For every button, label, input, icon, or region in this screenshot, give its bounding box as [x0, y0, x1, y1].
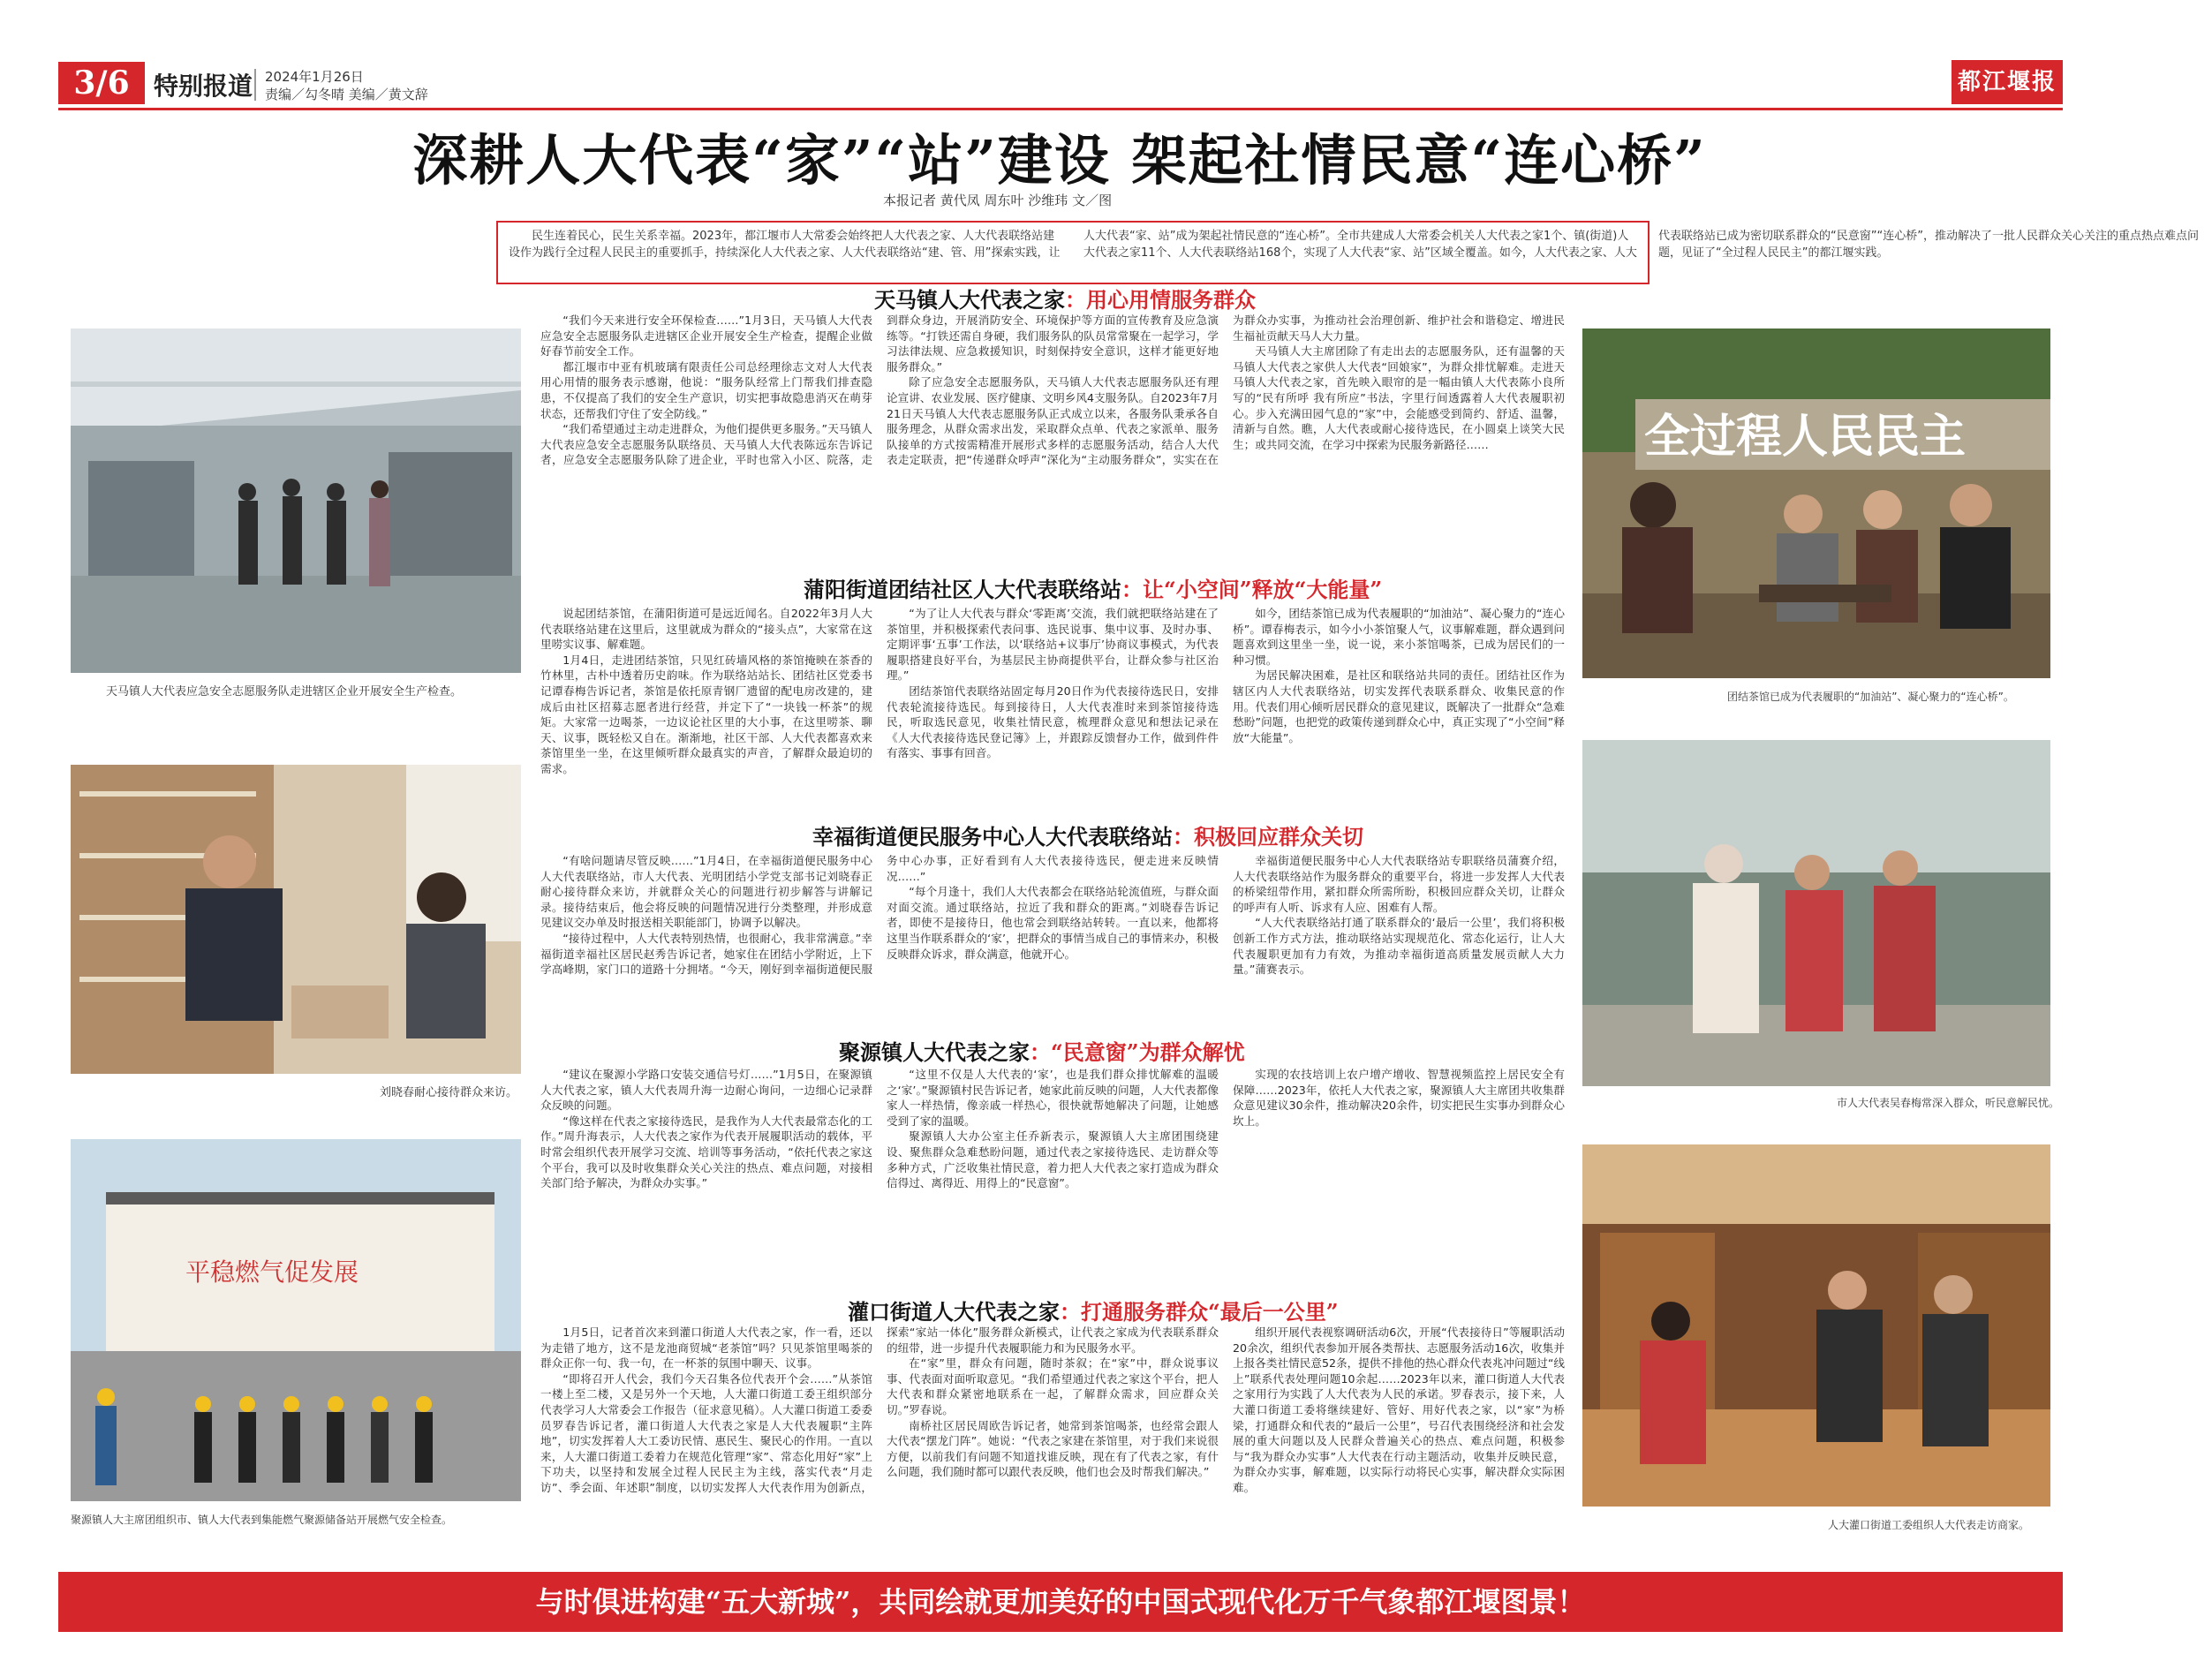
s1-p5: 天马镇人大主席团除了有走出去的志愿服务队，还有温馨的天马镇人大代表之家供人大代表“回娘家”，为群众排忧解难。走进天马镇人大代表之家，首先映入眼帘的是一幅由镇人大代表陈小良所写的“民有所呼 我有所应”书法，字里行间透露着人大代表履职初心。步入充满田园气息的“家”中，会能感受到简约、舒适、温馨，清新与自然。瞧，人大代表或耐心接待选民，在小圆桌上谈笑大民生；或共同交流，在学习中探索为民服务新路径……: [1233, 344, 1565, 451]
s5-body: [540, 1325, 1565, 1558]
s1-p2: 都江堰市中亚有机玻璃有限责任公司总经理徐志文对人大代表用心用情的服务表示感谢，他说：“服务队经常上门帮我们排查隐患，不仅提高了我们的安全生产意识，切实把事故隐患消灭在萌芽状态，还帮我们守住了安全防线。”: [540, 359, 872, 420]
s5-p2: “即将召开人代会，我们今天召集各位代表开个会……”从茶馆一楼上至二楼，又是另外一个天地，人大灌口街道工委王组织部分代表学习人大常委会工作报告（征求意见稿）。人大灌口街道工委委员罗春告诉记者，灌口街道人大代表之家是人大代表履职“主阵地”，切实发挥着人大工委访民情、惠民生、聚民心的作用。一直以来，人大灌口街道工委着力在规范化管理“家”、常态化用好“家”上下功夫，以坚持和发展全过程人民民主为主线，落实代表“月走访”、季会面、年述职”制度，以切实发挥人大代表作用为创新点，探索“家站一体化”服务群众新模式，让代表之家成为代表联系群众的纽带，进一步提升代表履职能力和为民服务水平。: [540, 1325, 1219, 1494]
photo-visit-caption: 市人大代表吴春梅常深入群众，听民意解民忧。: [1837, 1097, 2060, 1109]
s3-heading: [812, 819, 1363, 850]
s4-subtitle: ：“民意窗”为群众解忧: [1030, 1039, 1245, 1065]
photo-visit-residents: [1582, 740, 2050, 1086]
s4-p5: 实现的农技培训上农户增产增收、智慧视频监控上居民安全有保障……2023年，依托人大代表之家，聚源镇人大主席团共收集群众意见建议30余件，推动解决20余件，切实把民生实事办到群众心坎上。: [1233, 1068, 1565, 1128]
s2-heading: [804, 572, 1382, 603]
photo-factory-inspection: [71, 329, 521, 673]
editors-line: 责编／勾冬晴 美编／黄文辞: [265, 87, 428, 102]
s3-title: 幸福街道便民服务中心人大代表联络站: [812, 824, 1173, 850]
s5-subtitle: ：打通服务群众“最后一公里”: [1060, 1299, 1339, 1325]
page-headline: 深耕人大代表“家”“站”建设 架起社情民意“连心桥”: [412, 128, 1707, 193]
s4-heading: [839, 1035, 1245, 1066]
s3-subtitle: ：积极回应群众关切: [1173, 824, 1363, 850]
s3-p3: “每个月逢十，我们人大代表都会在联络站轮流值班，与群众面对面交流。通过联络站，拉近了我和群众的距离。”刘晓春告诉记者，即使不是接待日，他也常会到联络站转转。一直以来，他都将这里当作联系群众的‘家’，把群众的事情当成自己的事情来办，积极反映群众诉求，群众满意，他就开心。: [887, 885, 1219, 961]
s4-p3: “这里不仅是人大代表的‘家’，也是我们群众排忧解难的温暖之‘家’。”聚源镇村民告诉记者，她家此前反映的问题，人大代表都像家人一样热情，像亲戚一样热心，很快就帮她解决了问题，让她感受到了家的温暖。: [887, 1068, 1219, 1128]
s4-title: 聚源镇人大代表之家: [839, 1039, 1030, 1065]
s3-p5: “人大代表联络站打通了联系群众的‘最后一公里’，我们将积极创新工作方式方法，推动联络站实现规范化、常态化运行，让人大代表履职更加有力有效，为推动幸福街道高质量发展贡献人大力量。”蒲赛表示。: [1233, 916, 1565, 977]
s1-p3: “我们希望通过主动走进群众，为他们提供更多服务。”天马镇人大代表应急安全志愿服务队联络员、天马镇人大代表陈远东告诉记者，应急安全志愿服务队除了进企业，平时也常入小区、院落，走到群众身边，开展消防安全、环境保护等方面的宣传教育及应急演练等。“打铁还需自身硬，我们服务队的队员常常聚在一起学习，学习法律法规、应急救援知识，时刻保持安全意识，这样才能更好地服务群众。”: [540, 313, 1219, 467]
s1-p4: 除了应急安全志愿服务队，天马镇人大代表志愿服务队还有理论宣讲、农业发展、医疗健康、文明乡风4支服务队。自2023年7月21日天马镇人大代表志愿服务队正式成立以来，各服务队秉承各自服务理念，从群众需求出发，采取群众点单、代表之家派单、服务队接单的方式按需精准开展形式多样的志愿服务活动，结合人大代表走定联责，把“传递群众呼声”深化为“主动服务群众”，实实在在为群众办实事，为推动社会治理创新、维护社会和谐稳定、增进民生福祉贡献天马人大力量。: [887, 313, 1565, 467]
photo-reception: [71, 765, 521, 1074]
s4-p4: 聚源镇人大办公室主任乔新表示，聚源镇人大主席团围绕建设、聚焦群众急难愁盼问题，通过代表之家接待选民、走访群众等多种方式，广泛收集社情民意，着力把人大代表之家打造成为群众信得过、离得近、用得上的“民意窗”。: [887, 1129, 1219, 1190]
s5-p1: 1月5日，记者首次来到灌口街道人大代表之家，作一看，还以为走错了地方，这不是龙池商贸城“老茶馆”吗？只见茶馆里喝茶的群众正你一句、我一句，在一杯茶的氛围中聊天、议事。: [540, 1325, 872, 1371]
photo2-caption: 团结茶馆已成为代表履职的“加油站”、凝心聚力的“连心桥”。: [1727, 691, 2014, 703]
visit-illustration: [1582, 740, 2050, 1086]
issue-date: 2024年1月26日: [265, 69, 364, 85]
s2-p2: 1月4日，走进团结茶馆，只见红砖墙风格的茶馆掩映在茶香的竹林里，古朴中透着历史韵味。作为联络站站长、团结社区党委书记谭春梅告诉记者，茶馆是依托原青钢厂遗留的配电房改建的，建成后由社区招募志愿者进行经营，并定下了“一块钱一杯茶”的规矩。大家常一边喝茶，一边议论社区里的大小事，在这里唠茶、聊天、议事，既轻松又自在。渐渐地，社区干部、人大代表都喜欢来茶馆里坐一坐，在这里倾听群众最真实的声音，了解群众最迫切的需求。: [540, 653, 872, 775]
photo-teahouse: [1582, 329, 2050, 678]
masthead-rule: [58, 108, 2063, 110]
s2-p5: 如今，团结茶馆已成为代表履职的“加油站”、凝心聚力的“连心桥”。谭春梅表示，如今小小茶馆聚人气，议事解难题，群众遇到问题喜欢到这里坐一坐，说一说，来小茶馆喝茶，已成为居民们的一种习惯。: [1233, 607, 1565, 667]
svg-text:平稳燃气促发展: 平稳燃气促发展: [185, 1257, 359, 1287]
s1-heading: [874, 283, 1256, 313]
s2-p3: “为了让人大代表与群众‘零距离’交流，我们就把联络站建在了茶馆里，并积极探索代表问事、选民说事、集中议事、及时办事、定期评事‘五事’工作法，以‘联络站+议事厅’协商议事模式，为代表履职搭建良好平台，为基层民主协商提供平台，让群众参与社区治理。”: [887, 607, 1219, 683]
photo1-caption: 天马镇人大代表应急安全志愿服务队走进辖区企业开展安全生产检查。: [106, 685, 463, 699]
s5-heading: [848, 1295, 1339, 1325]
intro-box: 民生连着民心，民生关系幸福。2023年，都江堰市人大常委会始终把人大代表之家、人大代表联络站建设作为践行全过程人民民主的重要抓手，持续深化人大代表之家、人大代表联络站“建、管、用”探索实践，让人大代表“家、站”成为架起社情民意的“连心桥”。全市共建成人大常委会机关人大代表之家1个、镇(街道)人大代表之家11个、人大代表联络站168个，实现了人大代表“家、站”区域全覆盖。如今，人大代表之家、人大代表联络站已成为密切联系群众的“民意窗”“连心桥”，推动解决了一批人民群众关心关注的重点热点难点问题，见证了“全过程人民民主”的都江堰实践。: [496, 221, 1650, 284]
s2-p1: 说起团结茶馆，在蒲阳街道可是远近闻名。自2022年3月人大代表联络站建在这里后，这里就成为群众的“接头点”，大家常在这里唠实议事、解难题。: [540, 607, 872, 652]
s3-p1: “有啥问题请尽管反映……”1月4日，在幸福街道便民服务中心人大代表联络站，市人大代表、光明团结小学党支部书记刘晓春正耐心接待群众来访，并就群众关心的问题进行初步解答与讲解记录。接待结束后，他会将反映的问题情况进行分类整理，并形成意见建议交办单及时报送相关职能部门，协调予以解决。: [540, 854, 872, 930]
page-number: 3/6: [58, 62, 145, 104]
footer-slogan: 与时俱进构建“五大新城”，共同绘就更加美好的中国式现代化万千气象都江堰图景！: [58, 1572, 2063, 1632]
masthead-divider: [254, 69, 256, 101]
s1-subtitle: ：用心用情服务群众: [1065, 287, 1256, 313]
s1-body: [540, 313, 1565, 565]
teahouse-illustration: [1582, 329, 2050, 678]
s5-p4: 南桥社区居民周欧告诉记者，她常到茶馆喝茶，也经常会跟人大代表“摆龙门阵”。她说：“代表之家建在茶馆里，对于我们来说很方便，以前我们有问题不知道找谁反映，现在有了代表之家，有什么问题，我们随时都可以跟代表反映，他们也会及时帮我们解决。”: [887, 1418, 1219, 1479]
byline: 本报记者 黄代凤 周东叶 沙维玮 文／图: [883, 193, 1113, 208]
newspaper-logo: 都江堰报: [1952, 60, 2063, 104]
s5-title: 灌口街道人大代表之家: [848, 1299, 1060, 1325]
s2-body: [540, 606, 1565, 841]
s1-p1: “我们今天来进行安全环保检查……”1月3日，天马镇人大代表应急安全志愿服务队走进辖区企业开展安全生产检查，提醒企业做好春节前安全工作。: [540, 313, 872, 359]
s4-p1: “建议在聚源小学路口安装交通信号灯……”1月5日，在聚源镇人大代表之家，镇人大代表周升海一边耐心询问，一边细心记录群众反映的问题。: [540, 1068, 872, 1113]
factory-illustration: [71, 329, 521, 673]
market-illustration: [1582, 1144, 2050, 1507]
s2-subtitle: ：让“小空间”释放“大能量”: [1121, 577, 1383, 602]
s1-title: 天马镇人大代表之家: [874, 287, 1065, 313]
photo3-caption: 刘晓春耐心接待群众来访。: [380, 1086, 518, 1099]
photo4-caption: 聚源镇人大主席团组织市、镇人大代表到集能燃气聚源储备站开展燃气安全检查。: [71, 1514, 453, 1526]
teahouse-banner-text: 全过程人民民主: [1644, 410, 1967, 464]
s2-p6: 为居民解决困难，是社区和联络站共同的责任。团结社区作为辖区内人大代表联络站，切实发挥代表联系群众、收集民意的作用。代表们用心倾听居民群众的意见建议，既解决了一批群众“急难愁盼”问题，也把党的政策传递到群众心中，真正实现了“小空间”释放“大能量”。: [1233, 668, 1565, 744]
s2-title: 蒲阳街道团结社区人大代表联络站: [804, 577, 1121, 602]
s3-p2: “接待过程中，人大代表特别热情，也很耐心，我非常满意。”幸福街道幸福社区居民赵秀告诉记者，她家住在团结小学附近，上下学高峰期，家门口的道路十分拥堵。“今天，刚好到幸福街道便民服务中心办事，正好看到有人大代表接待选民，便走进来反映情况……”: [540, 854, 1219, 977]
photo-gas-station: [71, 1139, 521, 1501]
s4-p2: “像这样在代表之家接待选民，是我作为人大代表最常态化的工作。”周升海表示，人大代表之家作为代表开展履职活动的载体，平时常会组织代表开展学习交流、培训等事务活动，“依托代表之家这个平台，我可以及时收集群众关心关注的热点、难点问题，对接相关部门给予解决，为群众办实事。”: [540, 1114, 872, 1190]
s4-body: [540, 1067, 1565, 1288]
s5-p5: 组织开展代表视察调研活动6次，开展“代表接待日”等履职活动20余次，组织代表参加开展各类帮扶、志愿服务活动16次，收集并上报各类社情民意52条，提供不排他的热心群众代表兆冲问题过“线上”联系代表处理问题10余起……2023年以来，灌口街道人大代表之家用行为实践了人大代表为人民的承诺。罗春表示，接下来，人大灌口街道工委将继续建好、管好、用好代表之家，以“家”为桥梁，打通群众和代表的“最后一公里”，号召代表围绕经济和社会发展的重大问题以及人民群众普遍关心的热点、难点问题，积极参与“我为群众办实事”人大代表在行动主题活动，收集并反映民意，为群众办实事，解难题，以实际行动将民心实事，解决群众实际困难。: [1233, 1325, 1565, 1494]
s3-p4: 幸福街道便民服务中心人大代表联络站专职联络员蒲赛介绍，人大代表联络站作为服务群众的重要平台，将进一步发挥人大代表的桥梁纽带作用，紧扣群众所需所盼，积极回应群众关切，让群众的呼声有人听、诉求有人应、困难有人帮。: [1233, 854, 1565, 914]
photo-market-caption: 人大灌口街道工委组织人大代表走访商家。: [1828, 1519, 2030, 1531]
photo-market-visit: [1582, 1144, 2050, 1507]
section-name: 特别报道: [154, 72, 253, 101]
s3-body: [540, 853, 1565, 1026]
reception-illustration: [71, 765, 521, 1074]
s2-p4: 团结茶馆代表联络站固定每月20日作为代表接待选民日，安排代表轮流接待选民。每到接待日，人大代表准时来到茶馆接待选民，听取选民意见，收集社情民意，梳理群众意见和想法记录在《人大代表接待选民登记簿》上，并跟踪反馈督办工作，做到件件有落实、事事有回音。: [887, 683, 1219, 760]
gas-station-illustration: [71, 1139, 521, 1501]
s5-p3: 在“家”里，群众有问题，随时茶叙；在“家”中，群众说事议事、代表面对面听取意见。“我们希望通过代表之家这个平台，把人大代表和群众紧密地联系在一起，了解群众需求，回应群众关切。”罗春说。: [887, 1356, 1219, 1416]
